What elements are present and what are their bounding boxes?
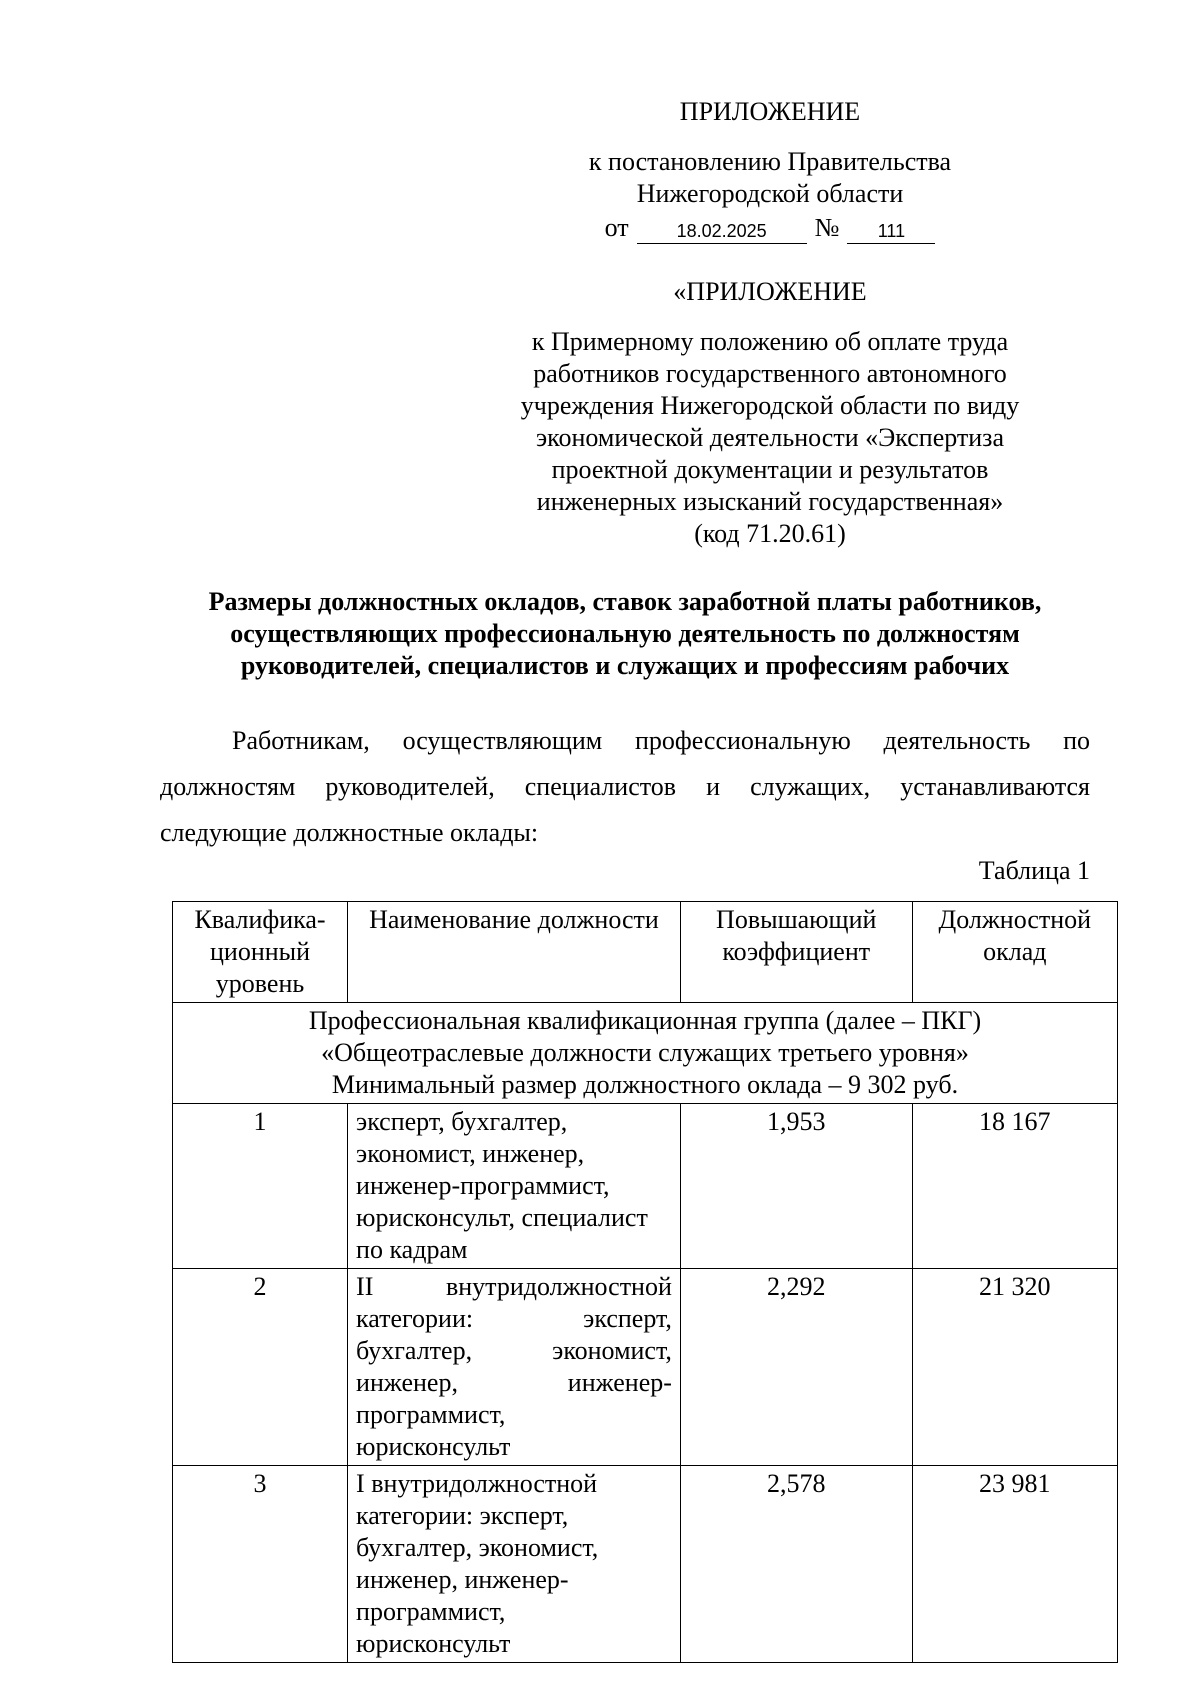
from-label: от [604,213,629,242]
header-text: ционный [209,937,311,966]
decree-annex-header [480,96,1060,244]
annex-line: учреждения Нижегородской области по виду [520,391,1020,420]
position-line: категории: эксперт, [356,1501,569,1530]
level-cell: 1 [173,1104,348,1269]
coefficient-cell: 2,578 [680,1466,912,1663]
regulation-annex-header [480,276,1060,550]
header-salary [912,902,1117,1003]
header-text: Квалифика- [194,905,326,934]
salary-cell: 23 981 [912,1466,1117,1663]
salary-cell: 18 167 [912,1104,1117,1269]
annex-line: к Примерному положению об оплате труда [531,327,1009,356]
header-text: Должностной [938,905,1092,934]
heading-line: Размеры должностных окладов, ставок заработной платы работников, [208,587,1042,616]
position-line: II внутридолжностной [356,1272,672,1301]
header-position [348,902,681,1003]
position-line: юрисконсульт [356,1432,511,1461]
header-text: коэффициент [722,937,871,966]
header-level [173,902,348,1003]
table-row [173,1269,1118,1466]
header-text: Наименование должности [369,905,659,934]
header-coefficient [680,902,912,1003]
header-text: уровень [215,969,305,998]
coefficient-cell: 2,292 [680,1269,912,1466]
salary-table [172,901,1118,1663]
position-line: программист, [356,1400,506,1429]
table-label: Таблица 1 [978,856,1090,885]
position-line: инженер-программист, [356,1171,610,1200]
heading-line: руководителей, специалистов и служащих и профессиям рабочих [240,651,1010,680]
position-line: юрисконсульт, специалист [356,1203,648,1232]
position-line: юрисконсульт [356,1629,511,1658]
decree-date: 18.02.2025 [637,220,807,244]
decree-line-1: к постановлению Правительства [588,147,952,176]
decree-date-line [480,212,1060,244]
position-line: экономист, инженер, [356,1139,585,1168]
position-cell [348,1104,681,1269]
table-row [173,1104,1118,1269]
decree-annex-title: ПРИЛОЖЕНИЕ [679,97,861,126]
coefficient-cell: 1,953 [680,1104,912,1269]
number-label: № [814,213,840,242]
regulation-annex-title: «ПРИЛОЖЕНИЕ [673,277,867,306]
table-row [173,1466,1118,1663]
intro-paragraph: Работникам, осуществляющим профессиональную деятельность по должностям руководителей, специалистов и служащих, устанавливаются следующие должностные оклады: [160,726,1090,847]
group-line: Профессиональная квалификационная группа (далее – ПКГ) [308,1006,982,1035]
position-line: бухгалтер, экономист, [356,1533,599,1562]
position-line: эксперт, бухгалтер, [356,1107,568,1136]
annex-line: работников государственного автономного [533,359,1007,388]
salary-cell: 21 320 [912,1269,1117,1466]
position-line: программист, [356,1597,506,1626]
table-group-row [173,1003,1118,1104]
position-line: бухгалтер, экономист, [356,1336,672,1365]
position-line: инженер, инженер- [356,1368,672,1397]
position-line: категории: эксперт, [356,1304,672,1333]
decree-number: 111 [847,220,935,244]
header-text: оклад [983,937,1047,966]
header-text: Повышающий [716,905,877,934]
position-cell [348,1466,681,1663]
heading-line: осуществляющих профессиональную деятельность по должностям [230,619,1020,648]
document-heading [160,586,1090,682]
decree-line-2: Нижегородской области [636,179,904,208]
position-line: по кадрам [356,1235,468,1264]
group-cell [173,1003,1118,1104]
level-cell: 2 [173,1269,348,1466]
table-header-row [173,902,1118,1003]
group-line: Минимальный размер должностного оклада – 9 302 руб. [331,1070,959,1099]
position-line: I внутридолжностной [356,1469,598,1498]
position-line: инженер, инженер- [356,1565,569,1594]
group-line: «Общеотраслевые должности служащих третьего уровня» [321,1038,969,1067]
level-cell: 3 [173,1466,348,1663]
annex-line: экономической деятельности «Экспертиза [535,423,1004,452]
annex-line: (код 71.20.61) [694,519,846,548]
position-cell [348,1269,681,1466]
annex-line: инженерных изысканий государственная» [536,487,1004,516]
annex-line: проектной документации и результатов [551,455,989,484]
